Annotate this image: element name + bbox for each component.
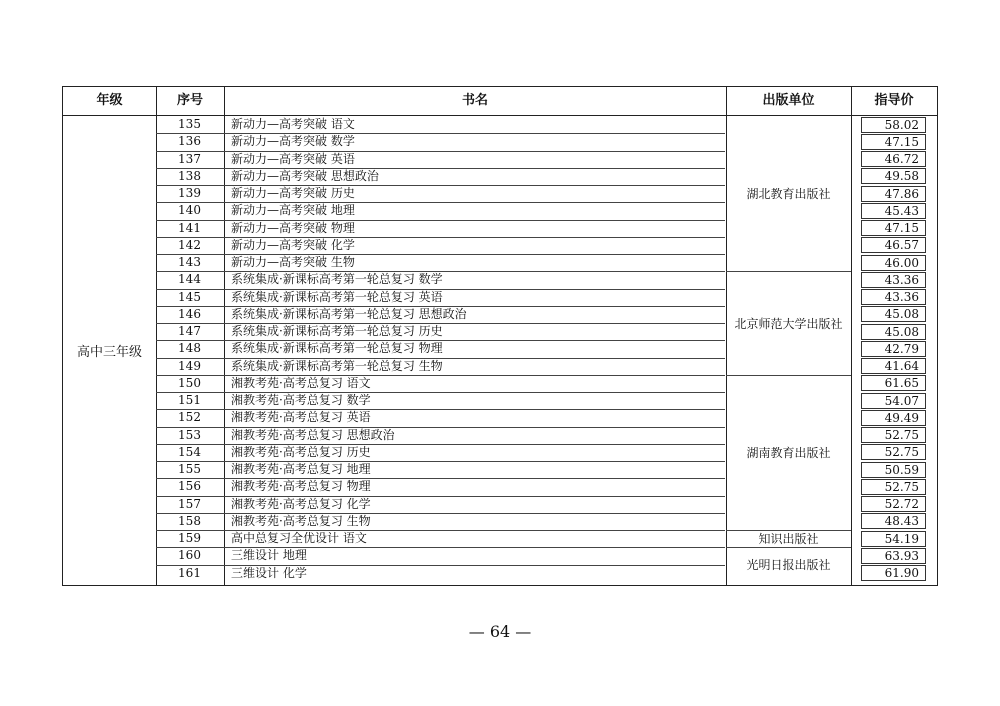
row-title: 新动力—高考突破 数学 — [231, 134, 355, 149]
row-price: 45.08 — [861, 306, 926, 322]
row-seq: 155 — [178, 462, 201, 476]
row-divider — [156, 289, 725, 290]
row-divider — [156, 220, 725, 221]
row-seq: 150 — [178, 375, 201, 390]
row-price: 46.00 — [861, 255, 926, 271]
row-divider — [156, 168, 725, 169]
row-seq: 143 — [178, 255, 201, 269]
row-title: 新动力—高考突破 地理 — [231, 203, 355, 218]
row-title: 系统集成·新课标高考第一轮总复习 历史 — [231, 324, 443, 338]
row-title: 三维设计 化学 — [231, 565, 307, 580]
row-seq: 159 — [178, 531, 201, 545]
publisher-cell: 湖北教育出版社 — [746, 187, 831, 202]
row-price: 41.64 — [861, 358, 926, 374]
row-title: 系统集成·新课标高考第一轮总复习 思想政治 — [231, 306, 467, 321]
row-divider — [156, 271, 725, 272]
row-seq: 146 — [178, 306, 201, 321]
row-price: 45.08 — [861, 324, 926, 340]
row-price: 52.75 — [861, 444, 926, 460]
row-divider — [156, 444, 725, 445]
publisher-divider — [726, 271, 851, 272]
book-price-table — [62, 86, 938, 586]
row-divider — [156, 513, 725, 514]
row-seq: 153 — [178, 427, 201, 442]
row-seq: 145 — [178, 289, 201, 304]
row-title: 系统集成·新课标高考第一轮总复习 英语 — [231, 289, 443, 304]
row-title: 新动力—高考突破 英语 — [231, 151, 355, 166]
row-divider — [156, 202, 725, 203]
row-title: 新动力—高考突破 物理 — [231, 220, 355, 235]
row-title: 湘教考苑·高考总复习 思想政治 — [231, 427, 395, 442]
row-price: 45.43 — [861, 203, 926, 219]
row-title: 湘教考苑·高考总复习 物理 — [231, 479, 371, 494]
header-grade: 年级 — [96, 93, 123, 108]
row-title: 湘教考苑·高考总复习 历史 — [231, 444, 371, 459]
row-price: 43.36 — [861, 272, 926, 288]
row-divider — [156, 496, 725, 497]
publisher-divider — [726, 530, 851, 531]
row-title: 系统集成·新课标高考第一轮总复习 生物 — [231, 358, 443, 373]
row-seq: 158 — [178, 513, 201, 528]
row-divider — [156, 461, 725, 462]
row-seq: 157 — [178, 496, 201, 511]
header-seq: 序号 — [176, 93, 203, 108]
row-title: 湘教考苑·高考总复习 语文 — [231, 375, 371, 390]
row-price: 48.43 — [861, 513, 926, 529]
publisher-divider — [726, 547, 851, 548]
row-seq: 152 — [178, 410, 201, 425]
row-divider — [156, 133, 725, 134]
row-title: 新动力—高考突破 思想政治 — [231, 168, 379, 183]
row-divider — [156, 478, 725, 479]
header-price: 指导价 — [874, 93, 914, 108]
row-title: 新动力—高考突破 化学 — [231, 237, 355, 252]
row-seq: 154 — [178, 444, 201, 459]
row-price: 52.75 — [861, 479, 926, 495]
row-title: 湘教考苑·高考总复习 化学 — [231, 496, 371, 511]
row-price: 47.15 — [861, 134, 926, 150]
publisher-cell: 知识出版社 — [758, 532, 819, 547]
row-title: 系统集成·新课标高考第一轮总复习 数学 — [231, 272, 443, 287]
page-number: — 64 — — [468, 622, 532, 641]
row-seq: 135 — [178, 117, 201, 131]
row-price: 46.72 — [861, 151, 926, 167]
row-title: 湘教考苑·高考总复习 生物 — [231, 513, 371, 528]
row-divider — [156, 237, 725, 238]
row-divider — [156, 392, 725, 393]
row-seq: 144 — [178, 272, 201, 287]
row-divider — [156, 323, 725, 324]
row-price: 58.02 — [861, 117, 926, 133]
row-seq: 147 — [178, 324, 201, 338]
row-seq: 142 — [178, 237, 201, 252]
row-title: 湘教考苑·高考总复习 英语 — [231, 410, 371, 425]
row-price: 46.57 — [861, 237, 926, 253]
row-seq: 141 — [178, 220, 201, 235]
row-seq: 151 — [178, 393, 201, 407]
row-price: 50.59 — [861, 462, 926, 478]
row-seq: 160 — [178, 548, 201, 563]
row-seq: 140 — [178, 203, 201, 218]
row-price: 52.72 — [861, 496, 926, 512]
row-title: 新动力—高考突破 语文 — [231, 117, 355, 131]
row-price: 47.15 — [861, 220, 926, 236]
row-divider — [156, 340, 725, 341]
row-divider — [156, 409, 725, 410]
row-seq: 161 — [178, 565, 201, 580]
row-title: 系统集成·新课标高考第一轮总复习 物理 — [231, 341, 443, 356]
row-price: 47.86 — [861, 186, 926, 202]
row-seq: 138 — [178, 168, 201, 183]
publisher-divider — [726, 375, 851, 376]
row-price: 63.93 — [861, 548, 926, 564]
col-divider — [851, 87, 852, 585]
row-title: 三维设计 地理 — [231, 548, 307, 563]
row-divider — [156, 185, 725, 186]
grade-label: 高中三年级 — [76, 345, 142, 360]
row-price: 54.07 — [861, 393, 926, 409]
row-divider — [156, 375, 725, 376]
row-divider — [156, 358, 725, 359]
row-seq: 139 — [178, 186, 201, 200]
row-price: 49.49 — [861, 410, 926, 426]
publisher-cell: 湖南教育出版社 — [746, 445, 831, 460]
table-header — [63, 87, 937, 116]
row-divider — [156, 306, 725, 307]
row-divider — [156, 565, 725, 566]
row-price: 42.79 — [861, 341, 926, 357]
row-divider — [156, 254, 725, 255]
row-divider — [156, 530, 725, 531]
row-seq: 148 — [178, 341, 201, 356]
row-title: 新动力—高考突破 生物 — [231, 255, 355, 269]
row-seq: 156 — [178, 479, 201, 494]
row-price: 52.75 — [861, 427, 926, 443]
col-divider — [224, 87, 225, 585]
row-seq: 149 — [178, 358, 201, 373]
header-publisher: 出版单位 — [762, 93, 815, 108]
row-price: 61.65 — [861, 375, 926, 391]
row-divider — [156, 547, 725, 548]
row-price: 54.19 — [861, 531, 926, 547]
grade-cell — [63, 116, 156, 585]
row-seq: 137 — [178, 151, 201, 166]
row-price: 61.90 — [861, 565, 926, 581]
row-divider — [156, 151, 725, 152]
header-title: 书名 — [461, 93, 488, 108]
row-price: 49.58 — [861, 168, 926, 184]
row-divider — [156, 427, 725, 428]
publisher-cell: 光明日报出版社 — [746, 558, 831, 572]
row-price: 43.36 — [861, 289, 926, 305]
row-title: 高中总复习全优设计 语文 — [231, 531, 367, 545]
row-title: 湘教考苑·高考总复习 数学 — [231, 393, 371, 407]
row-title: 新动力—高考突破 历史 — [231, 186, 355, 200]
row-title: 湘教考苑·高考总复习 地理 — [231, 462, 371, 476]
publisher-cell: 北京师范大学出版社 — [734, 316, 843, 331]
row-seq: 136 — [178, 134, 201, 149]
